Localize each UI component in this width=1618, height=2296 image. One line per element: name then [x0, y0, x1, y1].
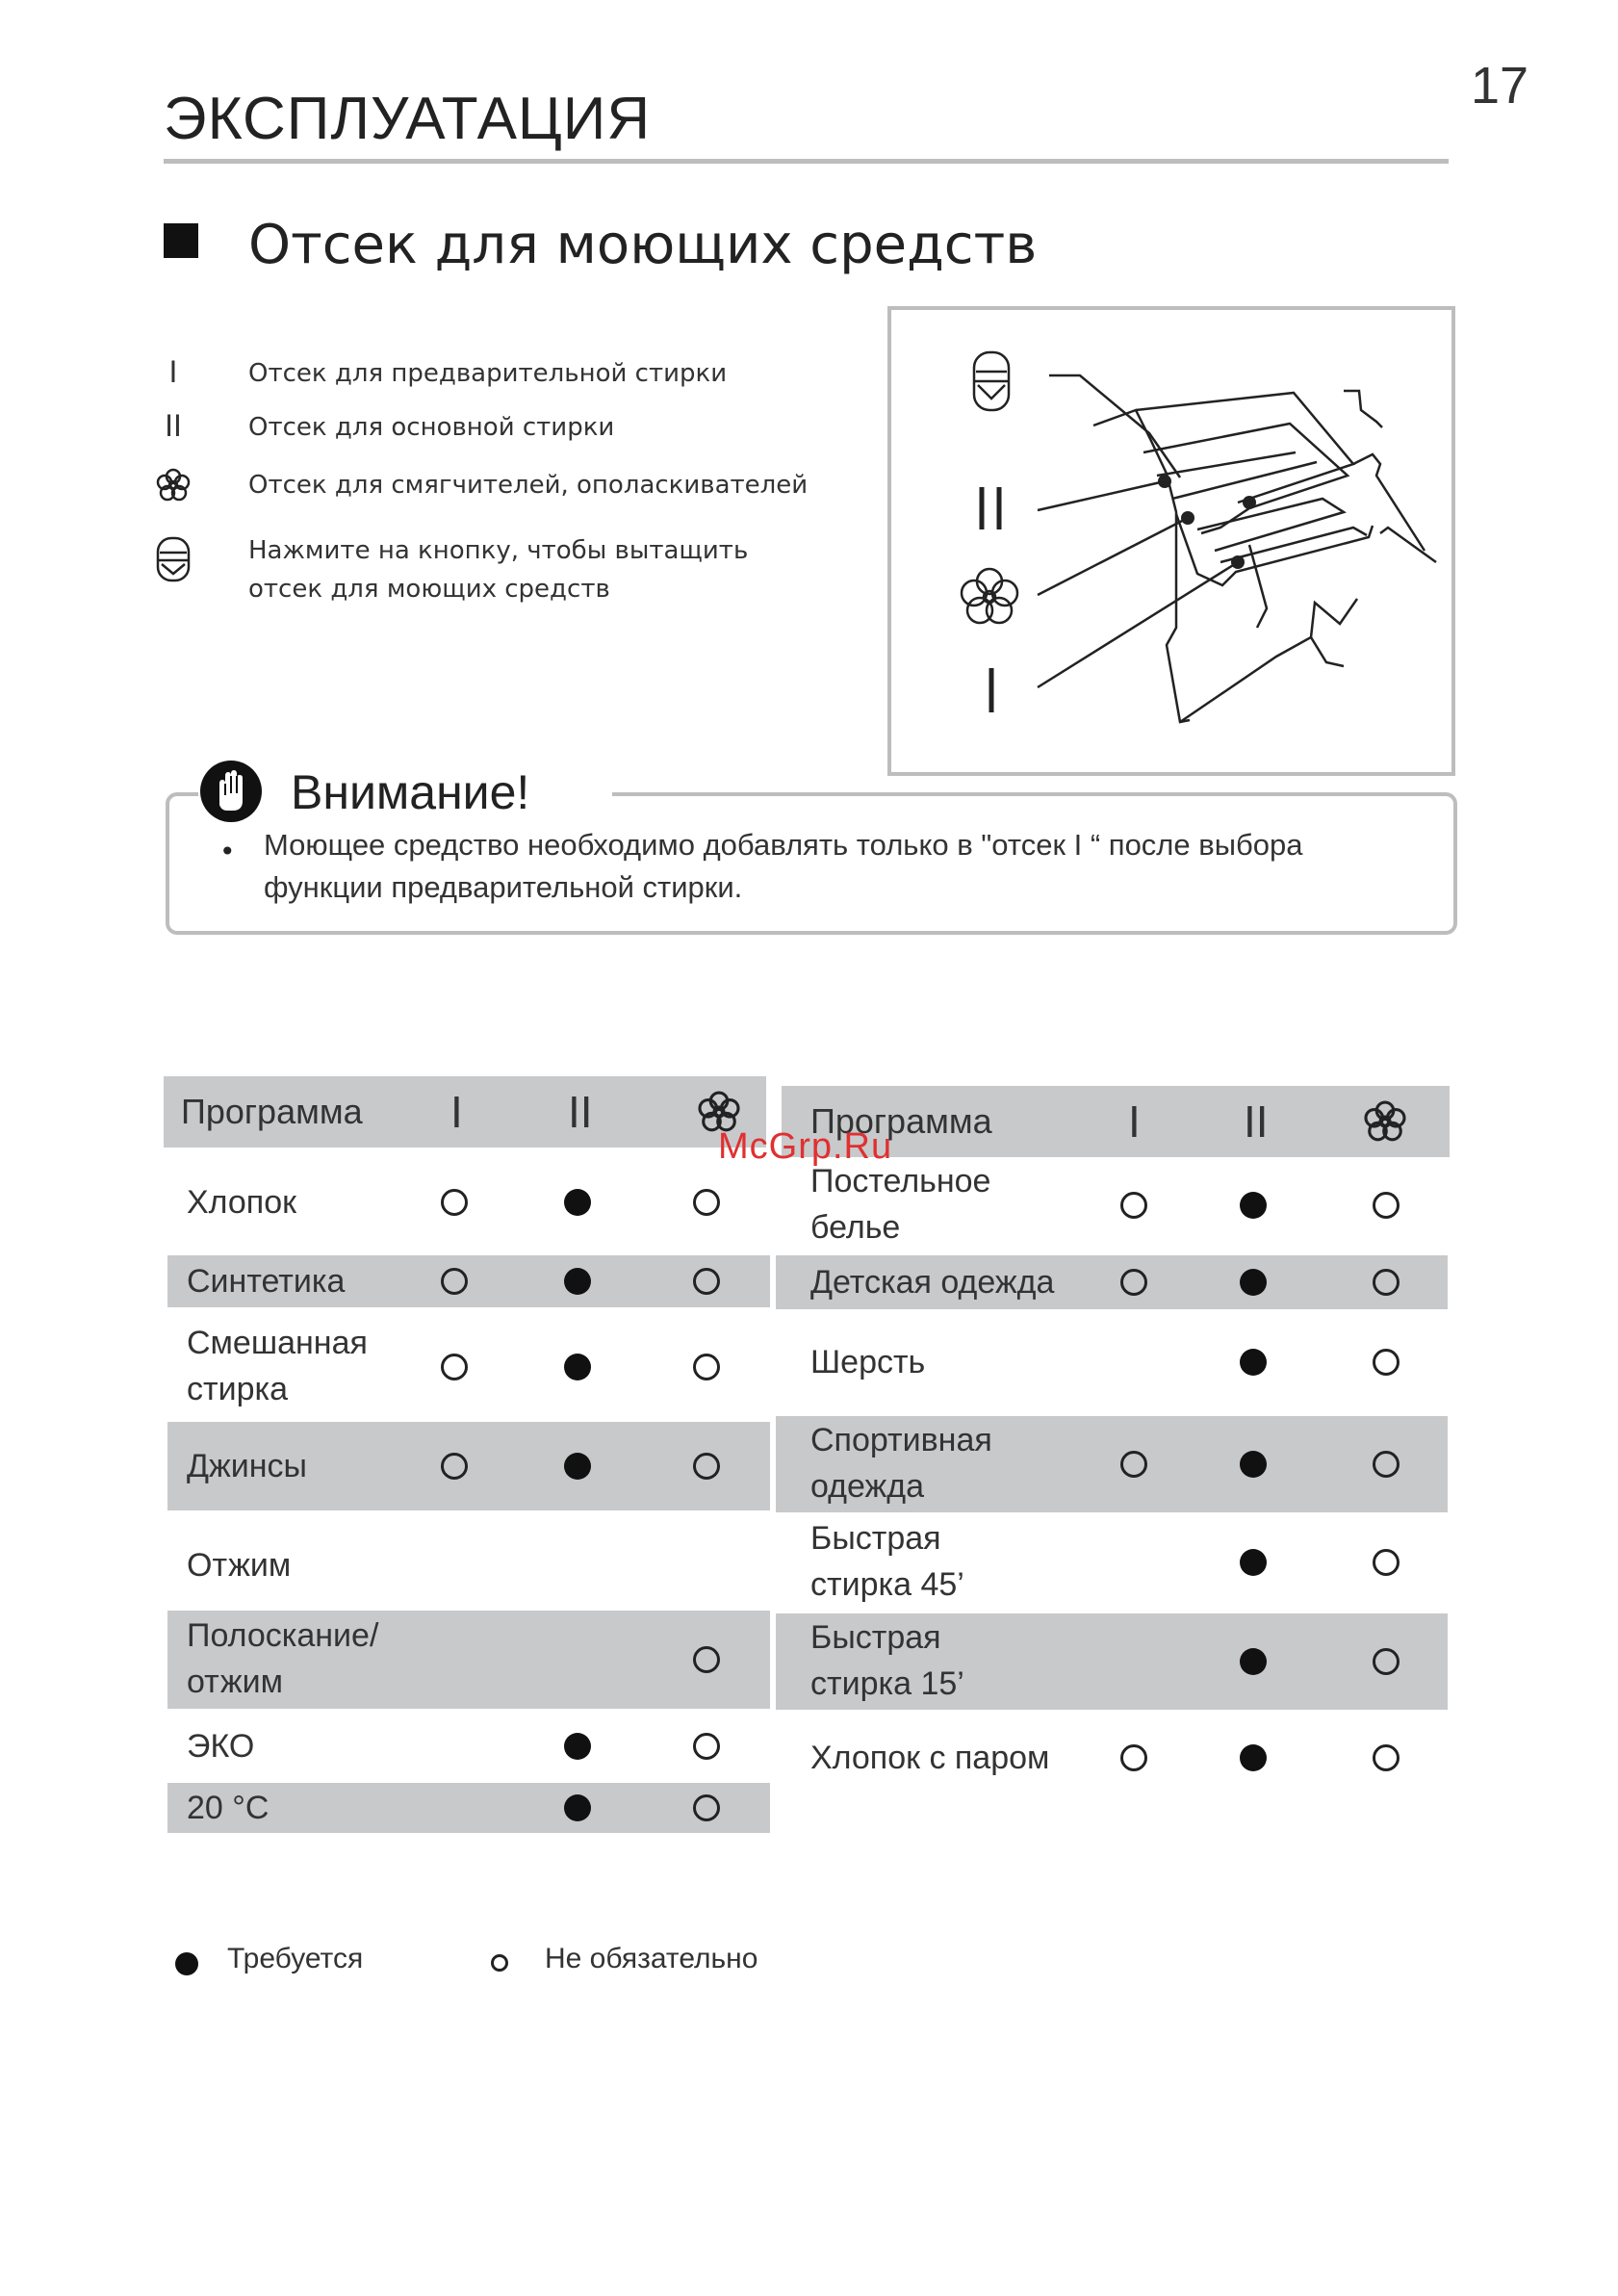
optional-circle-icon [1120, 1451, 1147, 1478]
optional-circle-icon [1120, 1744, 1147, 1771]
required-dot-icon [175, 1952, 198, 1975]
legend-text-2: отсек для моющих средств [248, 575, 610, 604]
optional-circle-icon [693, 1354, 720, 1380]
optional-circle-icon [693, 1794, 720, 1821]
optional-circle-icon [441, 1354, 468, 1380]
table-row [167, 1160, 770, 1245]
optional-circle-icon [441, 1268, 468, 1295]
optional-circle-icon [1373, 1648, 1400, 1675]
required-dot-icon [564, 1453, 591, 1480]
program-name: Хлопок [187, 1184, 297, 1221]
header-col-prewash: I [1128, 1096, 1141, 1147]
optional-circle-icon [1120, 1192, 1147, 1219]
program-name-2: стирка [187, 1371, 289, 1407]
attention-title: Внимание! [291, 765, 530, 819]
table-row [776, 1512, 1448, 1612]
optional-circle-icon [693, 1646, 720, 1673]
required-dot-icon [1240, 1349, 1267, 1376]
legend-text: Нажмите на кнопку, чтобы вытащить [248, 536, 749, 565]
header-col-mainwash: II [568, 1087, 593, 1137]
program-name: Джинсы [187, 1448, 307, 1484]
page-number: 17 [1471, 57, 1529, 115]
required-dot-icon [564, 1189, 591, 1216]
program-name: Полоскание/ [187, 1617, 379, 1654]
required-dot-icon [1240, 1192, 1267, 1219]
section-bullet-icon [164, 223, 198, 258]
legend-symbol: I [168, 354, 178, 389]
legend-text: Отсек для предварительной стирки [248, 359, 728, 388]
header-col-mainwash: II [1244, 1096, 1269, 1147]
program-name: Хлопок с паром [810, 1740, 1050, 1776]
optional-circle-icon [1373, 1349, 1400, 1376]
optional-circle-icon [441, 1189, 468, 1216]
header-program: Программа [181, 1092, 363, 1131]
optional-circle-icon [693, 1453, 720, 1480]
program-name: Постельное [810, 1163, 991, 1200]
section-title: Отсек для моющих средств [248, 214, 1038, 276]
table-row [167, 1783, 770, 1833]
required-dot-icon [1240, 1451, 1267, 1478]
program-name: Быстрая [810, 1619, 941, 1656]
program-name: Шерсть [810, 1344, 926, 1380]
program-name: Смешанная [187, 1325, 368, 1361]
required-dot-icon [564, 1794, 591, 1821]
optional-circle-icon [1373, 1744, 1400, 1771]
table-header [164, 1076, 766, 1148]
legend-symbol: II [165, 408, 182, 443]
program-name-2: стирка 15’ [810, 1665, 964, 1702]
optional-circle-icon [693, 1733, 720, 1760]
optional-circle-icon [491, 1954, 508, 1972]
table-row [776, 1710, 1448, 1806]
required-dot-icon [1240, 1648, 1267, 1675]
optional-circle-icon [1373, 1192, 1400, 1219]
program-name-2: одежда [810, 1468, 925, 1505]
legend-text: Отсек для смягчителей, ополаскивателей [248, 471, 809, 500]
header-col-prewash: I [450, 1087, 463, 1137]
stop-hand-icon [198, 759, 264, 824]
header-program: Программа [810, 1101, 992, 1141]
program-name: Синтетика [187, 1263, 346, 1300]
required-dot-icon [1240, 1269, 1267, 1296]
attention-text: Моющее средство необходимо добавлять только в "отсек I “ после выбора функции предварительной стирки. [264, 828, 1303, 904]
program-name: 20 °C [187, 1790, 270, 1826]
required-dot-icon [564, 1733, 591, 1760]
page-title: ЭКСПЛУАТАЦИЯ [164, 86, 652, 152]
optional-circle-icon [1373, 1549, 1400, 1576]
table-row [776, 1155, 1448, 1255]
table-row [776, 1613, 1448, 1710]
required-dot-icon [1240, 1744, 1267, 1771]
legend-text: Отсек для основной стирки [248, 413, 615, 442]
table-row [776, 1317, 1448, 1407]
program-name-2: стирка 45’ [810, 1566, 964, 1603]
program-name: Детская одежда [810, 1264, 1055, 1301]
table-row [167, 1255, 770, 1307]
required-dot-icon [1240, 1549, 1267, 1576]
optional-circle-icon [1373, 1269, 1400, 1296]
program-name-2: белье [810, 1209, 901, 1246]
program-name: ЭКО [187, 1728, 255, 1765]
drawer-illustration [891, 310, 1451, 772]
program-name-2: отжим [187, 1664, 283, 1700]
attention-bullet-icon: • [219, 836, 236, 867]
optional-circle-icon [693, 1189, 720, 1216]
table-row [167, 1519, 770, 1612]
watermark: McGrp.Ru [718, 1126, 893, 1167]
table-row [167, 1710, 770, 1783]
required-dot-icon [564, 1354, 591, 1380]
key-required-label: Требуется [227, 1943, 364, 1974]
program-name: Спортивная [810, 1422, 992, 1458]
header-divider [164, 159, 1449, 164]
table-row [167, 1315, 770, 1419]
program-name: Быстрая [810, 1520, 941, 1557]
table-row [776, 1255, 1448, 1309]
drawer-button-icon [154, 535, 193, 583]
table-row [167, 1611, 770, 1709]
optional-circle-icon [441, 1453, 468, 1480]
table-row [167, 1422, 770, 1510]
table-row [776, 1416, 1448, 1512]
flower-icon [1361, 1097, 1409, 1146]
optional-circle-icon [1373, 1451, 1400, 1478]
optional-circle-icon [693, 1268, 720, 1295]
program-name: Отжим [187, 1547, 292, 1584]
flower-icon [154, 466, 193, 504]
detergent-drawer-diagram [887, 306, 1455, 776]
key-optional-label: Не обязательно [545, 1943, 758, 1974]
required-dot-icon [564, 1268, 591, 1295]
optional-circle-icon [1120, 1269, 1147, 1296]
